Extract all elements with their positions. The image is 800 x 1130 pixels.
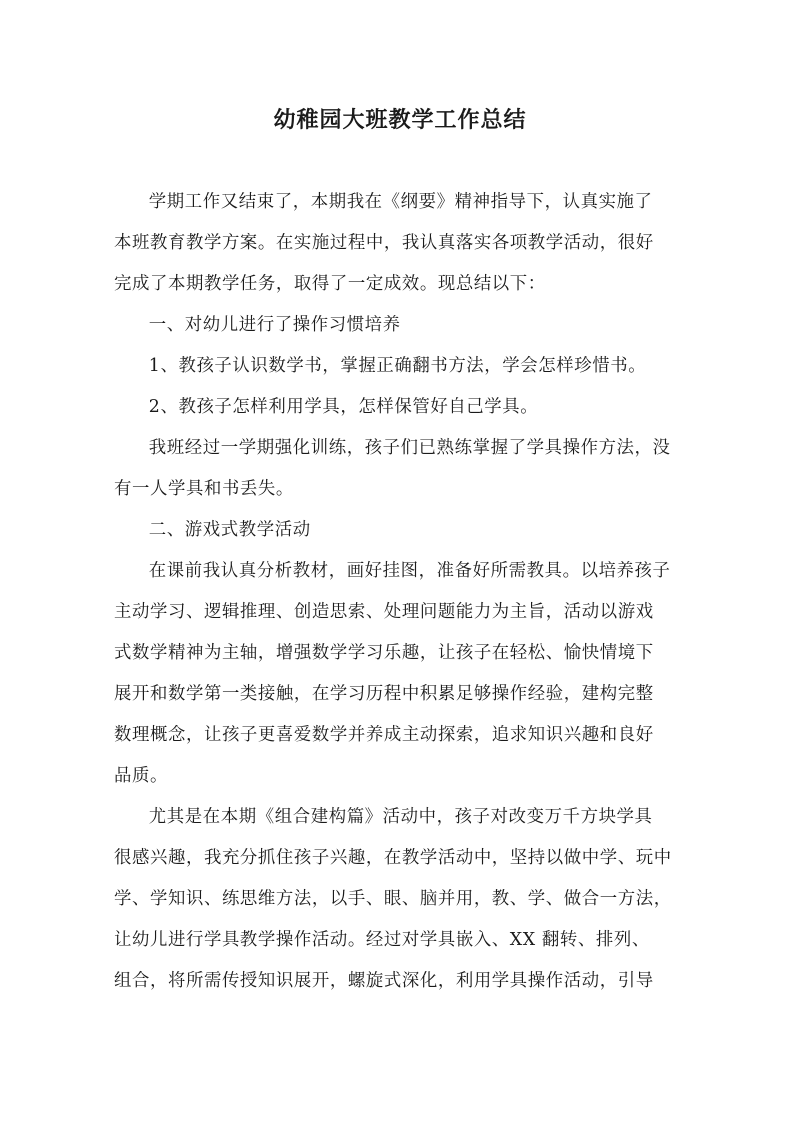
body-line: 本班教育教学方案。在实施过程中，我认真落实各项教学活动，很好 bbox=[114, 233, 654, 253]
body-line: 式数学精神为主轴，增强数学学习乐趣，让孩子在轻松、愉快情境下 bbox=[114, 643, 654, 663]
body-line: 数理概念，让孩子更喜爱数学并养成主动探索，追求知识兴趣和良好 bbox=[114, 725, 654, 745]
body-line: 主动学习、逻辑推理、创造思索、处理问题能力为主旨，活动以游戏 bbox=[114, 602, 654, 622]
body-line: 展开和数学第一类接触，在学习历程中积累足够操作经验，建构完整 bbox=[114, 684, 654, 704]
list-item: 1、教孩子认识数学书，掌握正确翻书方法，学会怎样珍惜书。 bbox=[148, 356, 647, 376]
body-line: 学期工作又结束了，本期我在《纲要》精神指导下，认真实施了 bbox=[148, 192, 653, 212]
body-line: 在课前我认真分析教材，画好挂图，准备好所需教具。以培养孩子 bbox=[148, 561, 671, 581]
body-line: 完成了本期教学任务，取得了一定成效。现总结以下： bbox=[114, 274, 546, 294]
section-heading: 一、对幼儿进行了操作习惯培养 bbox=[148, 315, 401, 335]
body-line: 尤其是在本期《组合建构篇》活动中，孩子对改变万千方块学具 bbox=[148, 807, 653, 827]
body-line: 品质。 bbox=[114, 766, 168, 786]
document-body bbox=[114, 182, 686, 1002]
body-line: 学、学知识、练思维方法，以手、眼、脑并用，教、学、做合一方法， bbox=[114, 889, 672, 909]
body-line: 我班经过一学期强化训练，孩子们已熟练掌握了学具操作方法，没 bbox=[148, 438, 671, 458]
body-line: 组合，将所需传授知识展开，螺旋式深化，利用学具操作活动，引导 bbox=[114, 971, 654, 991]
document-title: 幼稚园大班教学工作总结 bbox=[273, 107, 527, 133]
body-line: 让幼儿进行学具教学操作活动。经过对学具嵌入、XX 翻转、排列、 bbox=[114, 930, 650, 950]
body-line: 有一人学具和书丢失。 bbox=[114, 479, 294, 499]
list-item: 2、教孩子怎样利用学具，怎样保管好自己学具。 bbox=[148, 397, 539, 417]
body-line: 很感兴趣，我充分抓住孩子兴趣，在教学活动中，坚持以做中学、玩中 bbox=[114, 848, 672, 868]
section-heading: 二、游戏式教学活动 bbox=[148, 520, 311, 540]
